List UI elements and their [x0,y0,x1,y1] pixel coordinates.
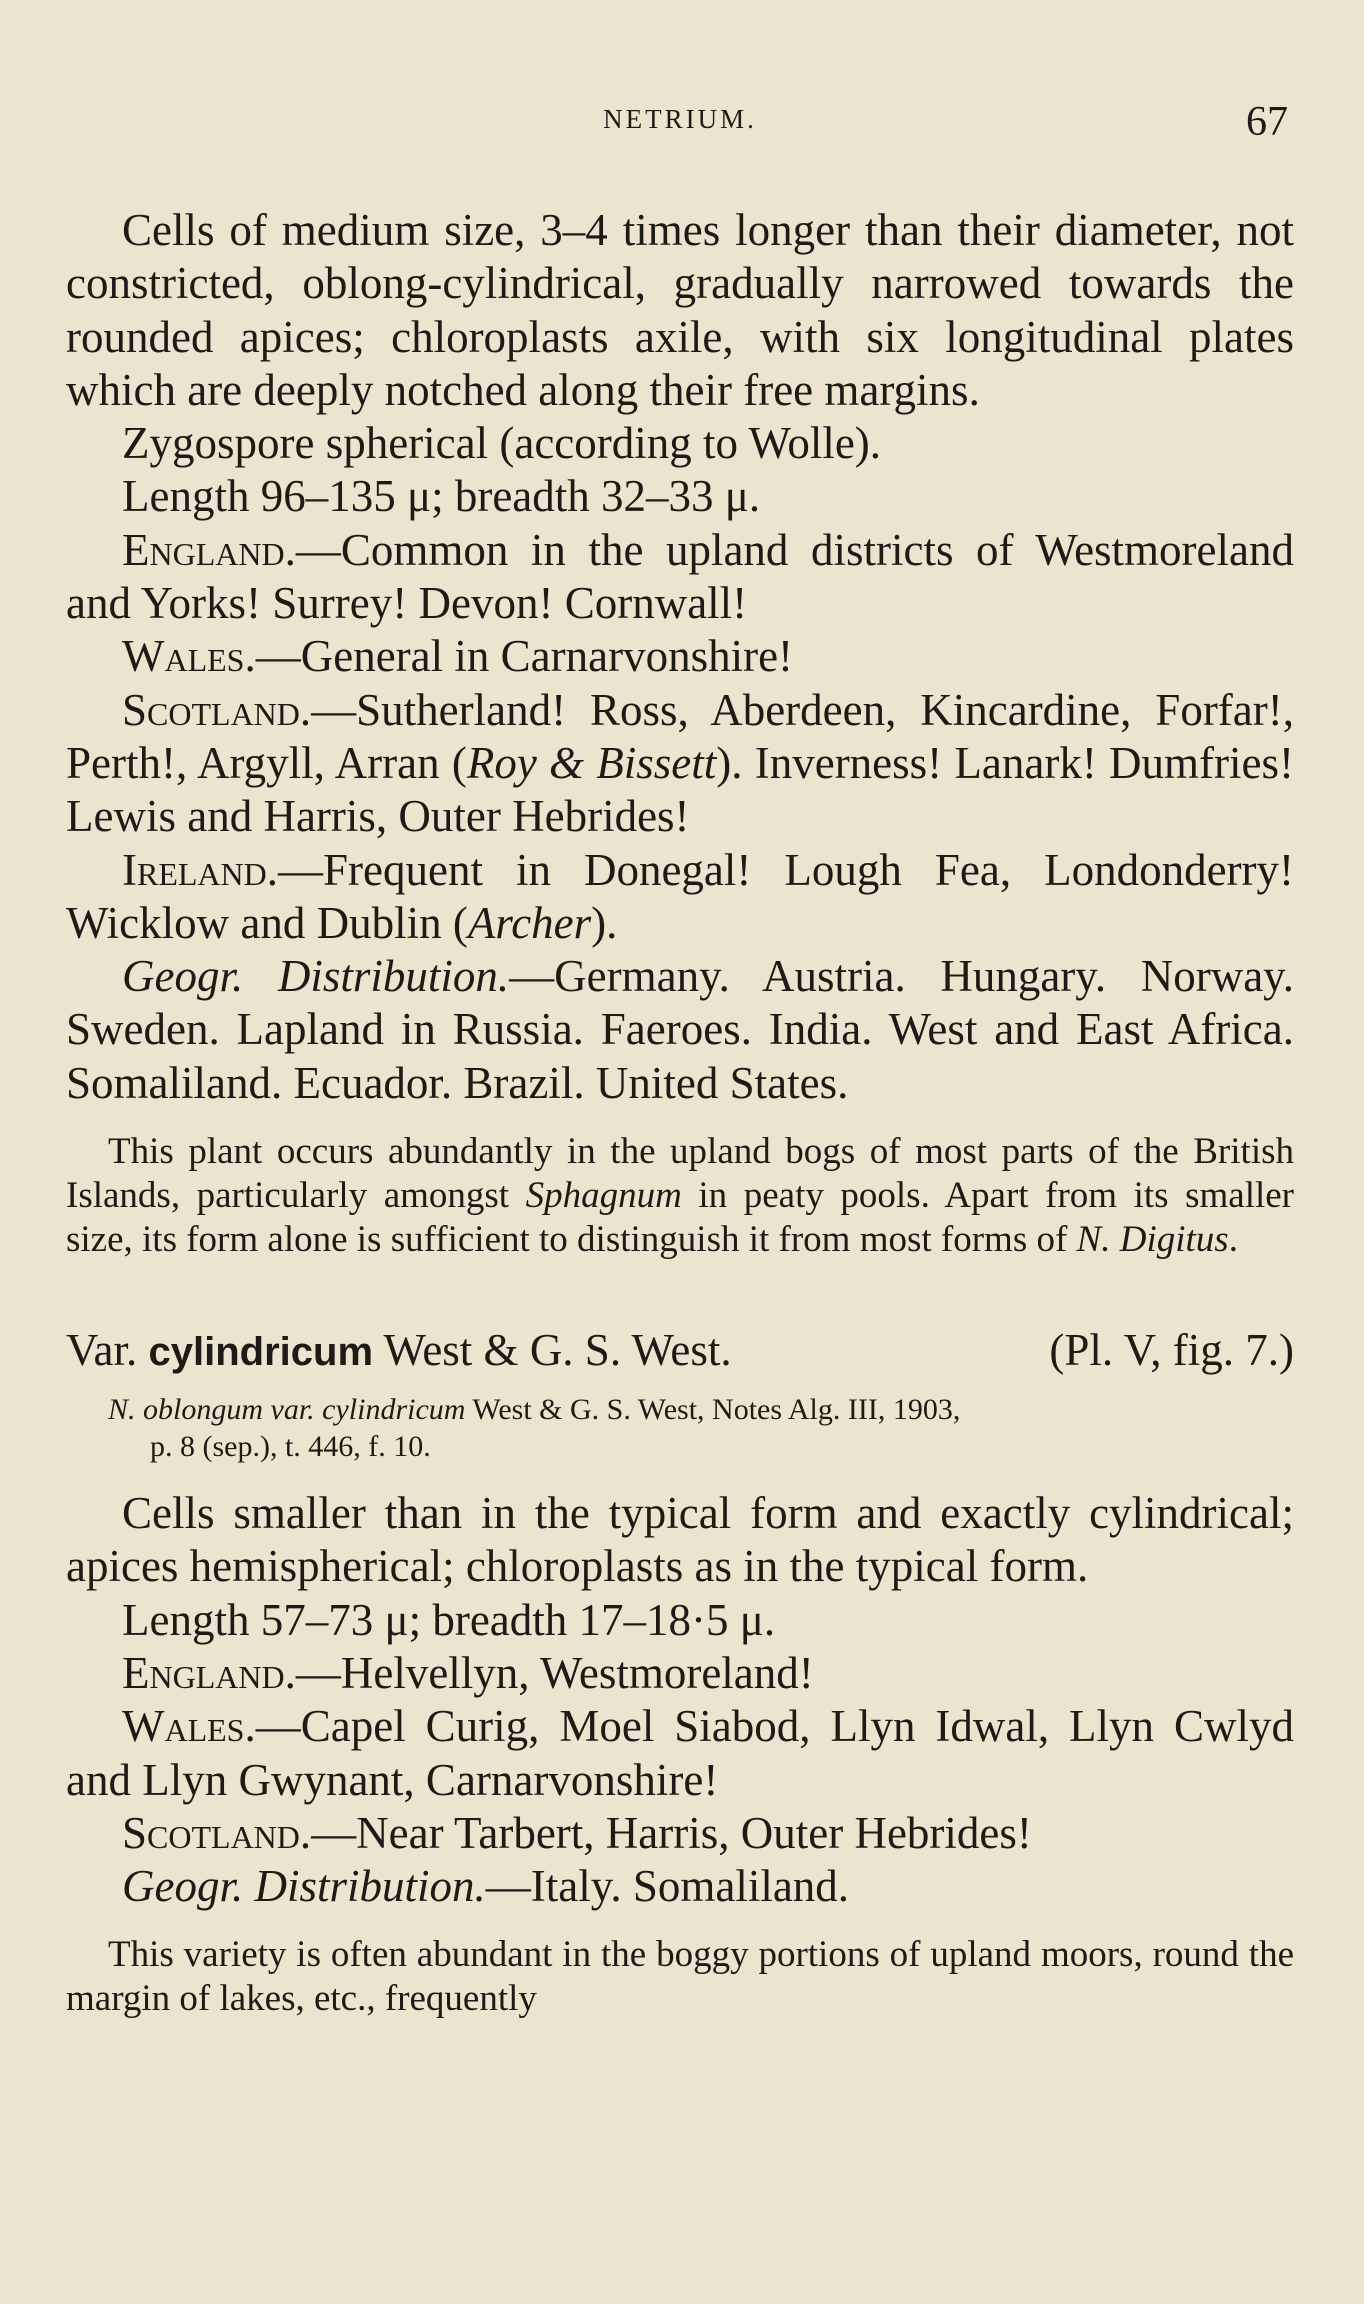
region-label: Ireland. [122,844,279,895]
region-text: —Sutherland! Ross, Aberdeen, Kincardine, Forfar!, Perth!, Argyll, Arran ( [66,684,1294,788]
variety-note: This variety is often abundant in the boggy portions of upland moors, round the margin of lakes, etc., frequently [66,1934,1294,2020]
region-text: —Common in the upland districts of Westmoreland and Yorks! Surrey! Devon! Cornwall! [66,524,1294,629]
region-text: —General in Carnarvonshire! [255,631,794,682]
variety-measurements: Length 57–73 μ; breadth 17–18·5 μ. [122,1594,776,1645]
region-label: Wales. [122,1701,256,1752]
region-label: Wales. [122,631,256,682]
variety-name: cylindricum [148,1330,374,1375]
variety-distribution [66,1860,1294,1913]
region-text: —Helvellyn, Westmoreland! [295,1647,814,1698]
distribution-label: Geogr. Distribution. [122,1861,486,1912]
plate-reference: (Pl. V, fig. 7.) [1049,1325,1294,1376]
genus-name: Sphagnum [525,1175,682,1217]
region-label: England. [122,1647,296,1698]
collector-authority: Roy & Bissett [466,737,717,788]
region-label: England. [122,524,296,575]
distribution-label: Geogr. Distribution. [122,951,510,1002]
species-wales [66,630,1294,683]
running-title: NETRIUM. [603,104,757,134]
species-ireland [66,844,1294,951]
distribution-text: —Italy. Somaliland. [485,1861,850,1912]
variety-description: Cells smaller than in the typical form and exactly cylindrical; apices hemispherical; chloroplasts as in the typical form. [66,1488,1294,1592]
region-text: ). [591,897,618,948]
variety-synonym: N. oblongum var. cylindricum West & G. S. West, Notes Alg. III, 1903, p. 8 (sep.), t. 446, f. 10. [108,1393,961,1464]
variety-wales [66,1700,1294,1807]
region-label: Scotland. [122,684,312,735]
species-description: Cells of medium size, 3–4 times longer than their diameter, not constricted, oblong-cylindrical, gradually narrowed towards the rounded apices; chloroplasts axile, with six longitudinal plates which are deeply notched along their free margins. [66,205,1294,415]
region-text: —Near Tarbert, Harris, Outer Hebrides! [311,1807,1032,1858]
variety-heading [66,1324,1294,1379]
page-number: 67 [1246,99,1288,145]
region-label: Scotland. [122,1807,312,1858]
synonym-name: N. oblongum var. cylindricum [108,1393,466,1427]
variety-authority: West & G. S. West. [383,1325,732,1376]
region-text: —Frequent in Donegal! Lough Fea, Londonderry! Wicklow and Dublin ( [66,844,1294,948]
species-measurements: Length 96–135 μ; breadth 32–33 μ. [122,471,761,522]
running-head [66,99,1294,164]
species-note: This plant occurs abundantly in the upland bogs of most parts of the British Islands, particularly amongst Sphagnum in peaty pools. Apart from its smaller size, its form alone is sufficient to distinguish it from most forms of N. Digitus. [66,1131,1294,1261]
species-distribution [66,950,1294,1110]
variety-prefix: Var. [66,1325,138,1376]
variety-scotland [66,1807,1294,1860]
variety-england [66,1647,1294,1700]
region-text: —Capel Curig, Moel Siabod, Llyn Idwal, Llyn Cwlyd and Llyn Gwynant, Carnarvonshire! [66,1701,1294,1805]
distribution-text: —Germany. Austria. Hungary. Norway. Sweden. Lapland in Russia. Faeroes. India. West and East Africa. Somaliland. Ecuador. Brazil. United States. [66,951,1294,1108]
collector-authority: Archer [467,897,592,948]
species-zygospore: Zygospore spherical (according to Wolle). [122,418,882,469]
region-text: ). Inverness! Lanark! Dumfries! Lewis and Harris, Outer Hebrides! [66,737,1294,842]
species-england [66,524,1294,631]
species-name: N. Digitus [1076,1219,1229,1261]
species-scotland [66,684,1294,844]
